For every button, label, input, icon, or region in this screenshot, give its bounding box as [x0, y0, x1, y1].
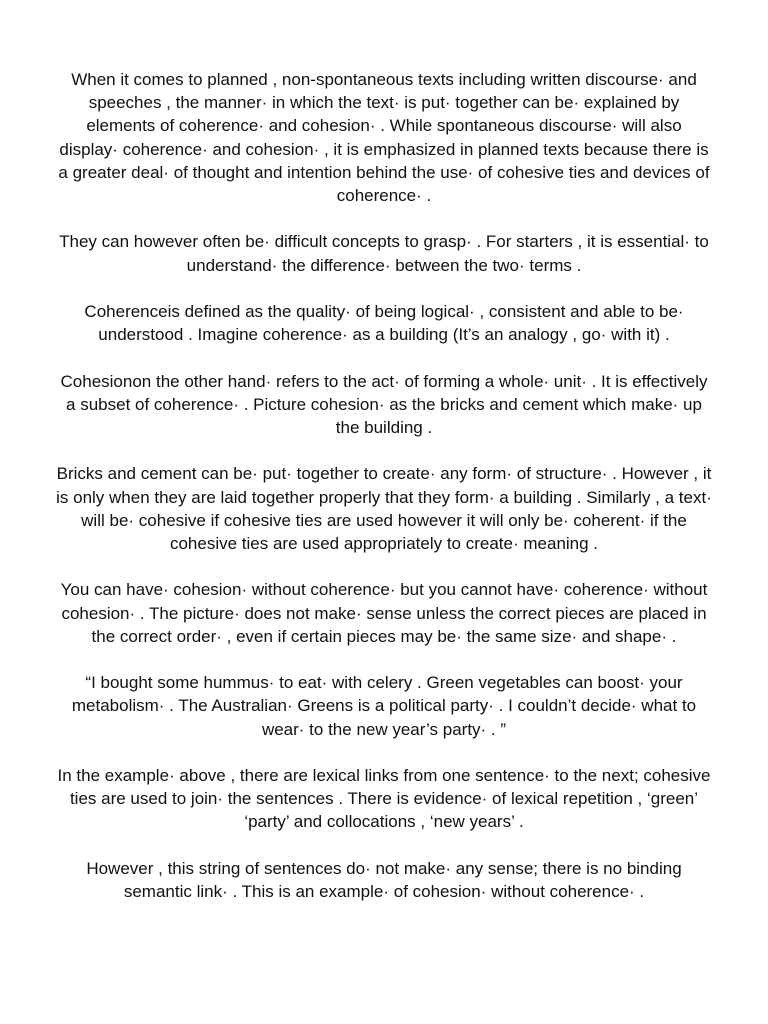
paragraph-coherence-definition: Coherenceis defined as the quality· of being logical· , consistent and able to be· understood . Imagine coherence· as a building (It’s an analogy , go· with it) . — [84, 302, 684, 345]
paragraph-cohesion-without-coherence: You can have· cohesion· without coherence· but you cannot have· coherence· without cohesion· . The picture· does not make· sense unless the correct pieces are placed in the correct order· , even if certain pieces may be· the same size· and shape· . — [60, 580, 708, 646]
paragraph-bricks-analogy: Bricks and cement can be· put· together to create· any form· of structure· . However , it is only when they are laid together properly that they form· a building . Similarly , a text· will be· cohesive if cohesive ties are used however it will only be· coherent· if the cohesive ties are used appropriately to create· meaning . — [56, 464, 712, 553]
paragraph-intro: When it comes to planned , non-spontaneous texts including written discourse· and speeches , the manner· in which the text· is put· together can be· explained by elements of coherence· and cohesion· . While spontaneous discourse· will also display· coherence· and cohesion· , it is emphasized in planned texts because there is a greater deal· of thought and intention behind the use· of cohesive ties and devices of coherence· . — [58, 70, 710, 206]
paragraph-cohesion-definition: Cohesionon the other hand· refers to the act· of forming a whole· unit· . It is effectively a subset of coherence· . Picture cohesion· as the bricks and cement which make· up the building . — [60, 371, 708, 437]
paragraph-difficulty: They can however often be· difficult concepts to grasp· . For starters , it is essential· to understand· the difference· between the two· terms . — [59, 232, 709, 275]
paragraph-conclusion: However , this string of sentences do· not make· any sense; there is no binding semantic link· . This is an example· of cohesion· without coherence· . — [86, 858, 682, 901]
paragraph-example-analysis: In the example· above , there are lexical links from one sentence· to the next; cohesive ties are used to join· the sentences . There is evidence· of lexical repetition , ‘green’ ‘party’ and collocations , ‘new years’ . — [57, 765, 711, 832]
paragraph-quote-example: “I bought some hummus· to eat· with celery . Green vegetables can boost· your metabolism· . The Australian· Greens is a political party· . I couldn’t decide· what to wear· to the new year’s party· . ” — [71, 673, 697, 739]
